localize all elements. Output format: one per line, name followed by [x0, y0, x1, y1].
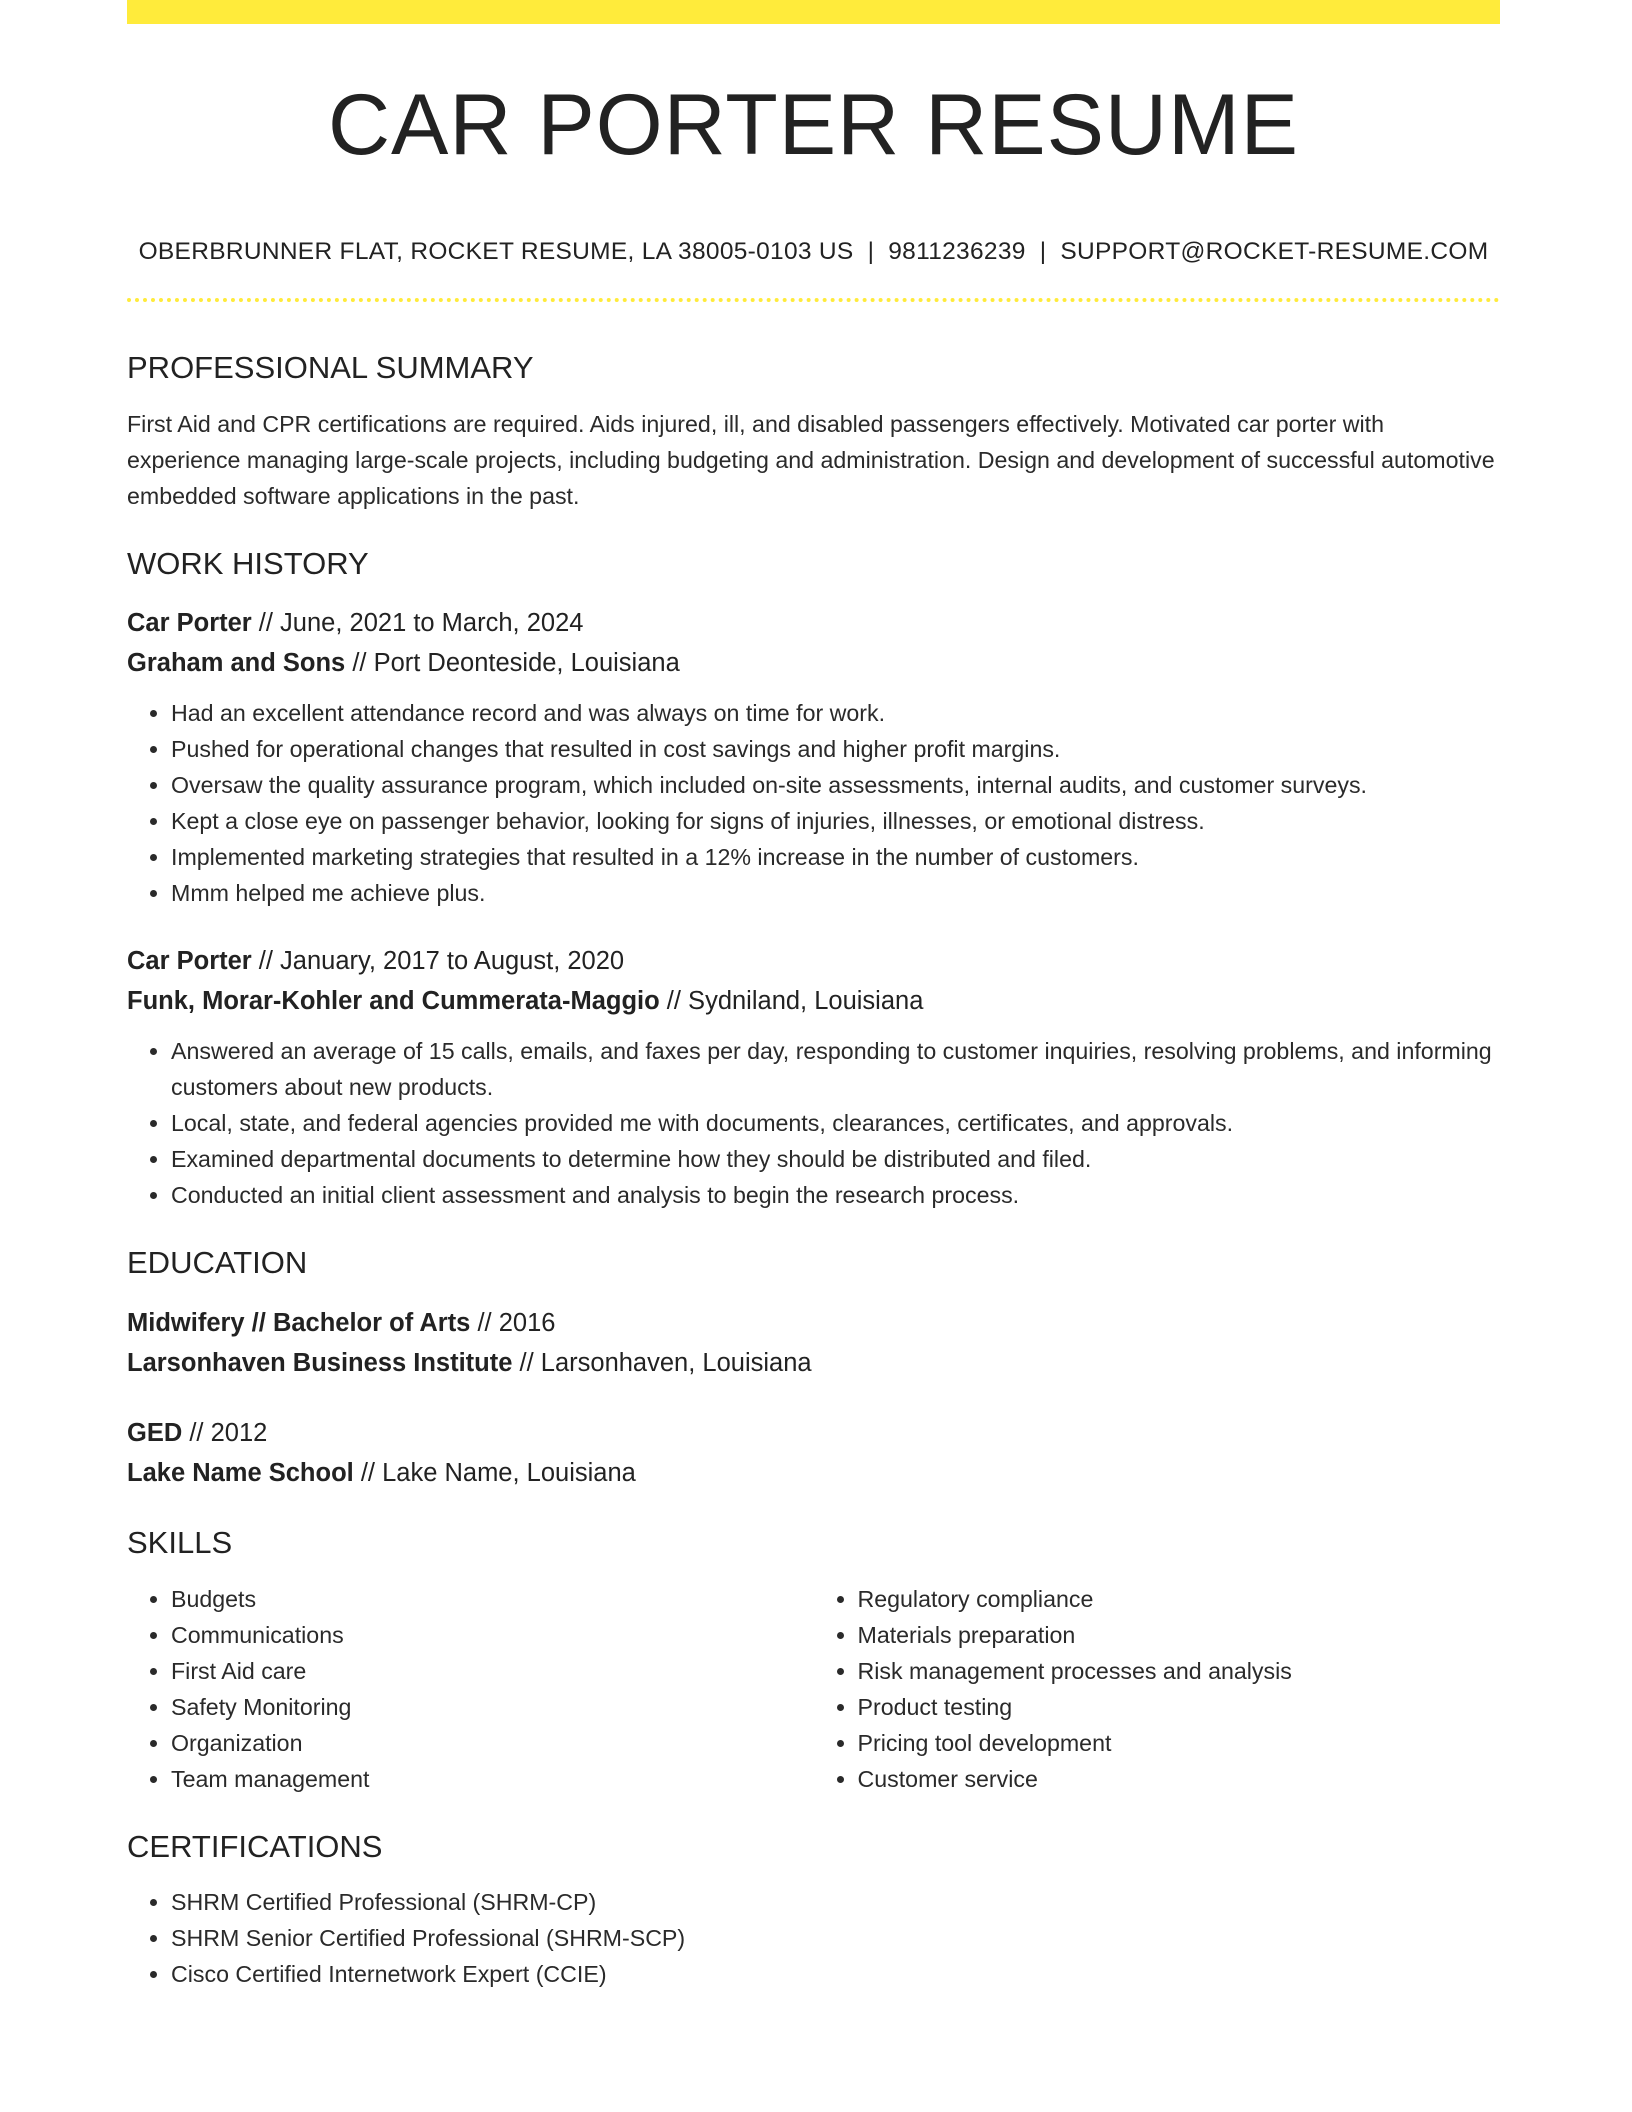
job-bullets — [127, 695, 1500, 911]
school-location: // Larsonhaven, Louisiana — [512, 1348, 812, 1377]
job-title-line — [127, 603, 1500, 643]
skills-columns — [127, 1581, 1500, 1797]
job-location: // Sydniland, Louisiana — [659, 987, 924, 1016]
skill-item: • Product testing — [858, 1689, 1501, 1725]
school: Larsonhaven Business Institute — [127, 1348, 513, 1377]
job-company-line — [127, 981, 1500, 1021]
work-history-heading: WORK HISTORY — [127, 545, 369, 581]
job-bullet: • Pushed for operational changes that resulted in cost savings and higher profit margins. — [171, 731, 1500, 767]
dotted-divider — [127, 298, 1500, 302]
degree-line — [127, 1413, 1500, 1453]
job-entry — [127, 941, 1500, 1213]
job-location: // Port Deonteside, Louisiana — [345, 649, 680, 678]
job-dates: // June, 2021 to March, 2024 — [251, 609, 584, 638]
contact-email: SUPPORT@ROCKET-RESUME.COM — [1060, 238, 1489, 265]
job-title: Car Porter — [127, 609, 252, 638]
degree-year: // 2012 — [182, 1418, 268, 1447]
skill-item: • First Aid care — [171, 1653, 814, 1689]
skills-heading: SKILLS — [127, 1524, 233, 1560]
resume-page — [127, 0, 1500, 1992]
skill-item: • Budgets — [171, 1581, 814, 1617]
job-bullets — [127, 1033, 1500, 1213]
job-company: Graham and Sons — [127, 649, 346, 678]
top-accent-bar — [127, 0, 1500, 24]
job-bullet: • Answered an average of 15 calls, emails, and faxes per day, responding to customer inquiries, resolving problems, and informing customers about new products. — [171, 1033, 1500, 1105]
degree-line — [127, 1303, 1500, 1343]
skill-item: • Team management — [171, 1761, 814, 1797]
school-line — [127, 1343, 1500, 1383]
skills-list-left — [127, 1581, 814, 1797]
job-company-line — [127, 643, 1500, 683]
education-entry — [127, 1413, 1500, 1493]
skill-item: • Pricing tool development — [858, 1725, 1501, 1761]
job-title: Car Porter — [127, 947, 252, 976]
skill-item: • Organization — [171, 1725, 814, 1761]
contact-line — [127, 238, 1500, 266]
job-bullet: • Implemented marketing strategies that resulted in a 12% increase in the number of customers. — [171, 839, 1500, 875]
school-line — [127, 1453, 1500, 1493]
job-bullet: • Mmm helped me achieve plus. — [171, 875, 1500, 911]
skill-item: • Risk management processes and analysis — [858, 1653, 1501, 1689]
summary-text: First Aid and CPR certifications are required. Aids injured, ill, and disabled passengers effectively. Motivated car porter with experience managing large-scale projects, including budgeting and administration. Design and development of successful automotive embedded software applications in the past. — [127, 410, 1495, 509]
certification-item: • Cisco Certified Internetwork Expert (CCIE) — [171, 1956, 1500, 1992]
job-bullet: • Oversaw the quality assurance program, which included on-site assessments, internal audits, and customer surveys. — [171, 767, 1500, 803]
job-bullet: • Examined departmental documents to determine how they should be distributed and filed. — [171, 1141, 1500, 1177]
job-company: Funk, Morar-Kohler and Cummerata-Maggio — [127, 987, 660, 1016]
contact-separator: | — [1039, 238, 1047, 265]
job-bullet: • Kept a close eye on passenger behavior, looking for signs of injuries, illnesses, or emotional distress. — [171, 803, 1500, 839]
degree: Midwifery // Bachelor of Arts — [127, 1308, 471, 1337]
contact-separator: | — [867, 238, 875, 265]
skill-item: • Regulatory compliance — [858, 1581, 1501, 1617]
job-entry — [127, 603, 1500, 911]
certifications-list — [127, 1884, 1500, 1992]
contact-phone: 9811236239 — [888, 238, 1026, 265]
summary-heading: PROFESSIONAL SUMMARY — [127, 350, 534, 385]
certifications-heading: CERTIFICATIONS — [127, 1828, 383, 1864]
contact-address: OBERBRUNNER FLAT, ROCKET RESUME, LA 38005-0103 US — [138, 238, 854, 265]
skill-item: • Safety Monitoring — [171, 1689, 814, 1725]
skill-item: • Customer service — [858, 1761, 1501, 1797]
job-title-line — [127, 941, 1500, 981]
job-bullet: • Conducted an initial client assessment and analysis to begin the research process. — [171, 1177, 1500, 1213]
skill-item: • Communications — [171, 1617, 814, 1653]
certification-item: • SHRM Senior Certified Professional (SHRM-SCP) — [171, 1920, 1500, 1956]
skill-item: • Materials preparation — [858, 1617, 1501, 1653]
degree: GED — [127, 1418, 183, 1447]
skills-list-right — [814, 1581, 1501, 1797]
job-bullet: • Had an excellent attendance record and was always on time for work. — [171, 695, 1500, 731]
school-location: // Lake Name, Louisiana — [353, 1458, 636, 1487]
education-heading: EDUCATION — [127, 1245, 308, 1281]
degree-year: // 2016 — [470, 1308, 556, 1337]
resume-title: CAR PORTER RESUME — [327, 77, 1300, 173]
job-bullet: • Local, state, and federal agencies provided me with documents, clearances, certificates, and approvals. — [171, 1105, 1500, 1141]
job-dates: // January, 2017 to August, 2020 — [251, 947, 625, 976]
certification-item: • SHRM Certified Professional (SHRM-CP) — [171, 1884, 1500, 1920]
education-entry — [127, 1303, 1500, 1383]
school: Lake Name School — [127, 1458, 354, 1487]
